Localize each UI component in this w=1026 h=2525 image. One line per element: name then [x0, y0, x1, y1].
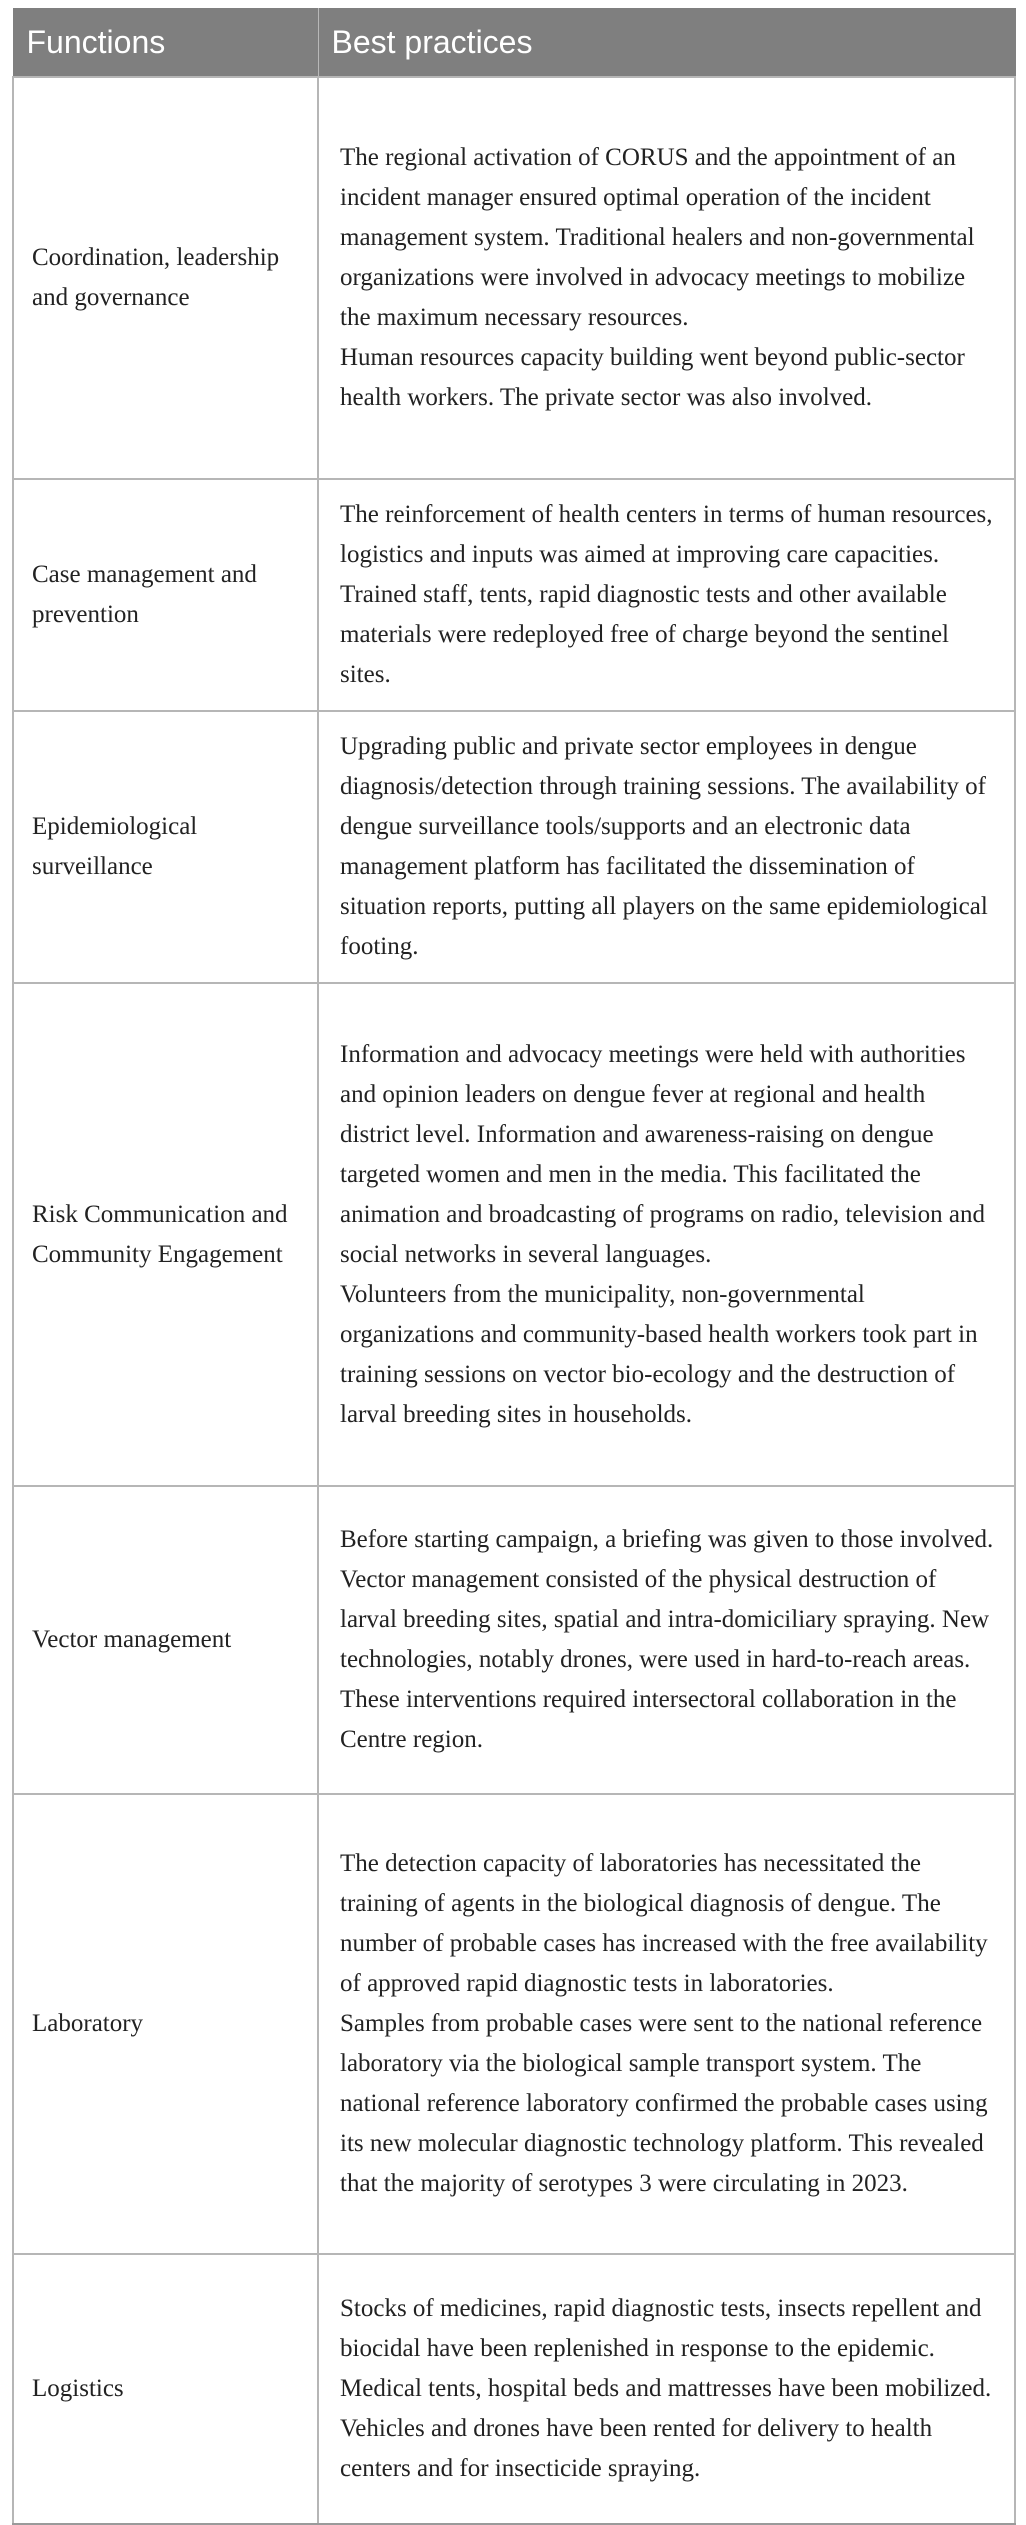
practice-cell	[318, 983, 1015, 1486]
practice-cell	[318, 479, 1015, 711]
function-cell: Laboratory	[13, 1794, 318, 2254]
function-cell: Epidemiological surveillance	[13, 711, 318, 983]
best-practices-table	[12, 8, 1016, 2525]
practice-cell	[318, 1486, 1015, 1794]
practice-paragraph: Stocks of medicines, rapid diagnostic tests, insects repellent and biocidal have been replenished in response to the epidemic. Medical tents, hospital beds and mattresses have been mobilized.	[340, 2295, 992, 2402]
practice-paragraph: The reinforcement of health centers in terms of human resources, logistics and inputs was aimed at improving care capacities. Trained staff, tents, rapid diagnostic tests and other available materials were redeployed free of charge beyond the sentinel sites.	[340, 501, 993, 688]
practice-cell	[318, 77, 1015, 479]
table-row	[13, 77, 1015, 479]
table-row	[13, 1486, 1015, 1794]
practice-paragraph: The detection capacity of laboratories has necessitated the training of agents in the biological diagnosis of dengue. The number of probable cases has increased with the free availability of approved rapid diagnostic tests in laboratories.	[340, 1850, 988, 1997]
table-row	[13, 711, 1015, 983]
function-cell: Logistics	[13, 2254, 318, 2524]
practice-paragraph: Information and advocacy meetings were held with authorities and opinion leaders on dengue fever at regional and health district level. Information and awareness-raising on dengue targeted women and men in the media. This facilitated the animation and broadcasting of programs on radio, television and social networks in several languages.	[340, 1040, 985, 1268]
table-body	[13, 77, 1015, 2524]
practice-cell	[318, 1794, 1015, 2254]
practice-paragraph: Human resources capacity building went beyond public-sector health workers. The private sector was also involved.	[340, 344, 965, 411]
practice-paragraph: These interventions required intersectoral collaboration in the Centre region.	[340, 1686, 957, 1753]
function-cell: Coordination, leadership and governance	[13, 77, 318, 479]
table-row	[13, 1794, 1015, 2254]
table-row	[13, 983, 1015, 1486]
practice-paragraph: Samples from probable cases were sent to the national reference laboratory via the biological sample transport system. The national reference laboratory confirmed the probable cases using its new molecular diagnostic technology platform. This revealed that the majority of serotypes 3 were circulating in 2023.	[340, 2010, 988, 2197]
table-header	[13, 8, 1015, 77]
header-row	[13, 8, 1015, 77]
function-cell: Risk Communication and Community Engagement	[13, 983, 318, 1486]
practice-paragraph: Volunteers from the municipality, non-governmental organizations and community-based health workers took part in training sessions on vector bio-ecology and the destruction of larval breeding sites in households.	[340, 1280, 978, 1428]
practice-paragraph: The regional activation of CORUS and the appointment of an incident manager ensured optimal operation of the incident management system. Traditional healers and non-governmental organizations were involved in advocacy meetings to mobilize the maximum necessary resources.	[340, 144, 975, 331]
practice-paragraph: Upgrading public and private sector employees in dengue diagnosis/detection through training sessions. The availability of dengue surveillance tools/supports and an electronic data management platform has facilitated the dissemination of situation reports, putting all players on the same epidemiological footing.	[340, 733, 988, 960]
function-cell: Case management and prevention	[13, 479, 318, 711]
practice-paragraph: Vehicles and drones have been rented for delivery to health centers and for insecticide spraying.	[340, 2415, 933, 2482]
table-row	[13, 2254, 1015, 2524]
header-functions: Functions	[13, 8, 318, 77]
table-row	[13, 479, 1015, 711]
practice-paragraph: Before starting campaign, a briefing was given to those involved. Vector management consisted of the physical destruction of larval breeding sites, spatial and intra-domiciliary spraying. New technologies, notably drones, were used in hard-to-reach areas.	[340, 1526, 994, 1673]
practice-cell	[318, 2254, 1015, 2524]
function-cell: Vector management	[13, 1486, 318, 1794]
header-best-practices: Best practices	[318, 8, 1015, 77]
practice-cell	[318, 711, 1015, 983]
